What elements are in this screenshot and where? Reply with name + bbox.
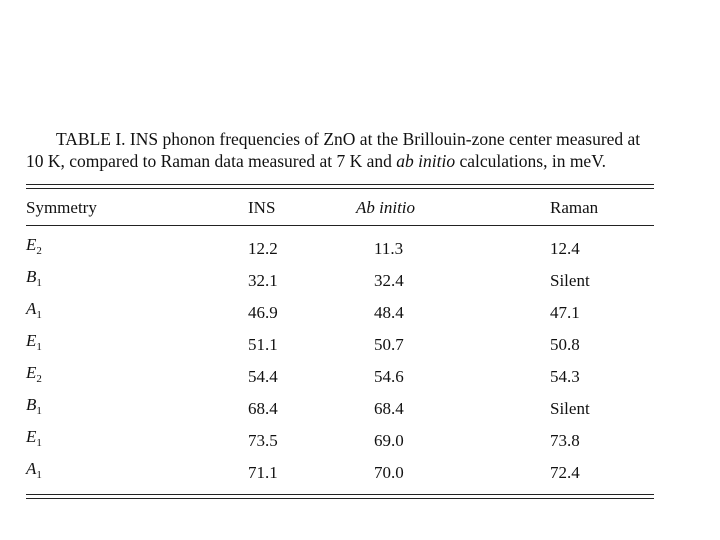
table-figure	[26, 128, 654, 499]
cell-ins: 46.9	[248, 302, 278, 322]
cell-ab-initio: 50.7	[374, 334, 404, 354]
bottom-double-rule	[26, 494, 654, 499]
symmetry-subscript: 1	[36, 309, 42, 321]
table-row	[26, 296, 654, 328]
table-row	[26, 392, 654, 424]
cell-ab-initio: 70.0	[374, 462, 404, 482]
header-raman: Raman	[550, 197, 599, 217]
table-row	[26, 328, 654, 360]
cell-ins: 54.4	[248, 366, 278, 386]
header-row	[26, 189, 654, 225]
table-caption	[26, 128, 654, 172]
symmetry-symbol: E	[26, 427, 37, 446]
symmetry-subscript: 1	[36, 277, 42, 289]
symmetry-subscript: 1	[36, 437, 42, 449]
cell-raman: 12.4	[550, 238, 580, 258]
cell-raman: 50.8	[550, 334, 580, 354]
symmetry-symbol: A	[26, 299, 37, 318]
symmetry-subscript: 1	[36, 469, 42, 481]
symmetry-symbol: A	[26, 459, 37, 478]
cell-ins: 68.4	[248, 398, 278, 418]
header-ins: INS	[248, 197, 276, 217]
cell-raman: 73.8	[550, 430, 580, 450]
symmetry-subscript: 2	[36, 373, 42, 385]
cell-symmetry	[26, 360, 248, 392]
cell-raman: 47.1	[550, 302, 580, 322]
cell-ab-initio: 48.4	[374, 302, 404, 322]
cell-raman: Silent	[550, 398, 590, 418]
cell-ins: 51.1	[248, 334, 278, 354]
cell-raman: 72.4	[550, 462, 580, 482]
cell-ab-initio: 69.0	[374, 430, 404, 450]
table-row	[26, 456, 654, 488]
symmetry-symbol: E	[26, 235, 37, 254]
symmetry-symbol: E	[26, 363, 37, 382]
cell-symmetry	[26, 296, 248, 328]
table-row	[26, 360, 654, 392]
symmetry-symbol: B	[26, 267, 37, 286]
symmetry-symbol: B	[26, 395, 37, 414]
table-row	[26, 424, 654, 456]
caption-text: TABLE I. INS phonon frequencies of ZnO at the Brillouin-zone center measured at 10 K, compared to Raman data measured at 7 K and	[26, 129, 641, 171]
cell-symmetry	[26, 264, 248, 296]
cell-ab-initio: 68.4	[374, 398, 404, 418]
cell-ab-initio: 11.3	[374, 238, 404, 258]
cell-raman: 54.3	[550, 366, 580, 386]
symmetry-symbol: E	[26, 331, 37, 350]
phonon-table	[26, 189, 654, 488]
symmetry-subscript: 1	[36, 341, 42, 353]
cell-ab-initio: 32.4	[374, 270, 404, 290]
header-symmetry: Symmetry	[26, 197, 97, 217]
symmetry-subscript: 2	[36, 245, 42, 257]
table-row	[26, 264, 654, 296]
cell-symmetry	[26, 424, 248, 456]
header-ab-initio: Ab initio	[356, 197, 416, 217]
cell-symmetry	[26, 456, 248, 488]
cell-symmetry	[26, 226, 248, 264]
cell-symmetry	[26, 328, 248, 360]
symmetry-subscript: 1	[36, 405, 42, 417]
caption-italic: ab initio	[396, 151, 456, 171]
caption-text-end: calculations, in meV.	[455, 151, 606, 171]
table-body	[26, 226, 654, 488]
cell-ins: 71.1	[248, 462, 278, 482]
cell-ins: 32.1	[248, 270, 278, 290]
cell-raman: Silent	[550, 270, 590, 290]
cell-ins: 73.5	[248, 430, 278, 450]
cell-ab-initio: 54.6	[374, 366, 404, 386]
table-row	[26, 226, 654, 264]
cell-symmetry	[26, 392, 248, 424]
cell-ins: 12.2	[248, 238, 278, 258]
